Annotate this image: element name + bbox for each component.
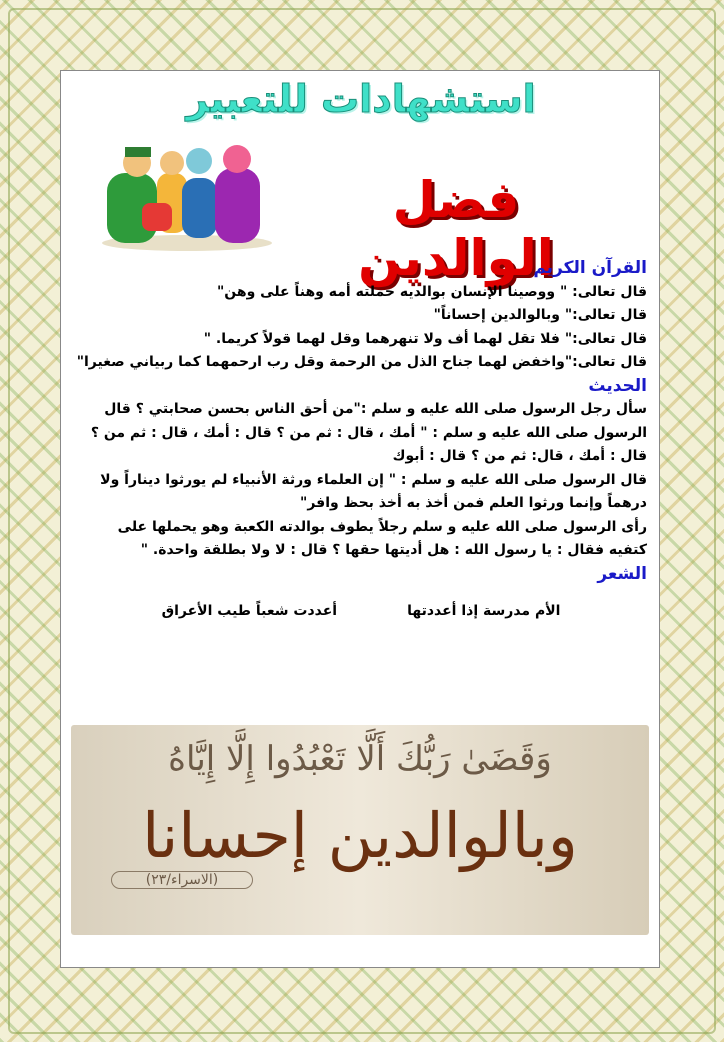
hadith-paragraph: قال الرسول صلى الله عليه و سلم : " إن العلماء ورثة الأنبياء لم يورثوا ديناراً ولا درهماً وإنما ورثوا العلم فمن أخذ به أخذ بحظ وافر" — [100, 471, 647, 511]
banner-calligraphy: وبالوالدين إحسانا — [142, 799, 578, 872]
quran-line: قال تعالى:" فلا تقل لهما أف ولا تنهرهما وقل لهما قولاً كريما. " — [203, 330, 647, 347]
subject-title: فضل الوالدين — [358, 171, 554, 287]
quran-line: قال تعالى:"واخفض لهما جناح الذل من الرحمة وقل رب ارحمهما كما ربياني صغيرا" — [76, 354, 647, 370]
quran-line: قال تعالى: " ووصينا الإنسان بوالديه حملته أمه وهناً على وهن" — [217, 283, 647, 300]
section-heading-hadith: الحديث — [588, 375, 647, 396]
calligraphy-banner — [71, 725, 649, 935]
family-illustration-icon — [97, 133, 277, 253]
page-title: استشهادات للتعبير — [186, 77, 536, 121]
hadith-paragraph: سأل رجل الرسول صلى الله عليه و سلم :"من أحق الناس بحسن صحابتي ؟ قال الرسول صلى الله عليه و سلم : " أمك ، قال : ثم من ؟ قال : أمك ، قال : ثم من ؟ قال : أمك ، قال: ثم من ؟ قال : أبوك — [90, 401, 647, 464]
hadith-paragraph: رأى الرسول صلى الله عليه و سلم رجلاً يطوف بوالدته الكعبة وهو يحملها على كتفيه فقال : يا رسول الله : هل أديتها حقها ؟ قال : لا ولا بطلقة واحدة. " — [117, 518, 647, 558]
poem-verse — [75, 600, 647, 624]
verse-first-hemistich: الأم مدرسة إذا أعددتها — [407, 603, 561, 619]
banner-verse-line: وَقَضَىٰ رَبُّكَ أَلَّا تَعْبُدُوا إِلَّا إِيَّاهُ — [168, 739, 552, 779]
verse-second-hemistich: أعددت شعباً طيب الأعراق — [161, 603, 338, 619]
quran-line: قال تعالى:" وبالوالدين إحساناً" — [433, 307, 647, 323]
content-body — [75, 257, 647, 624]
banner-reference: (الاسراء/٢٣) — [111, 871, 253, 889]
section-heading-quran: القرآن الكريم — [533, 258, 647, 278]
section-heading-poetry: الشعر — [597, 563, 647, 584]
page-sheet — [60, 70, 660, 968]
